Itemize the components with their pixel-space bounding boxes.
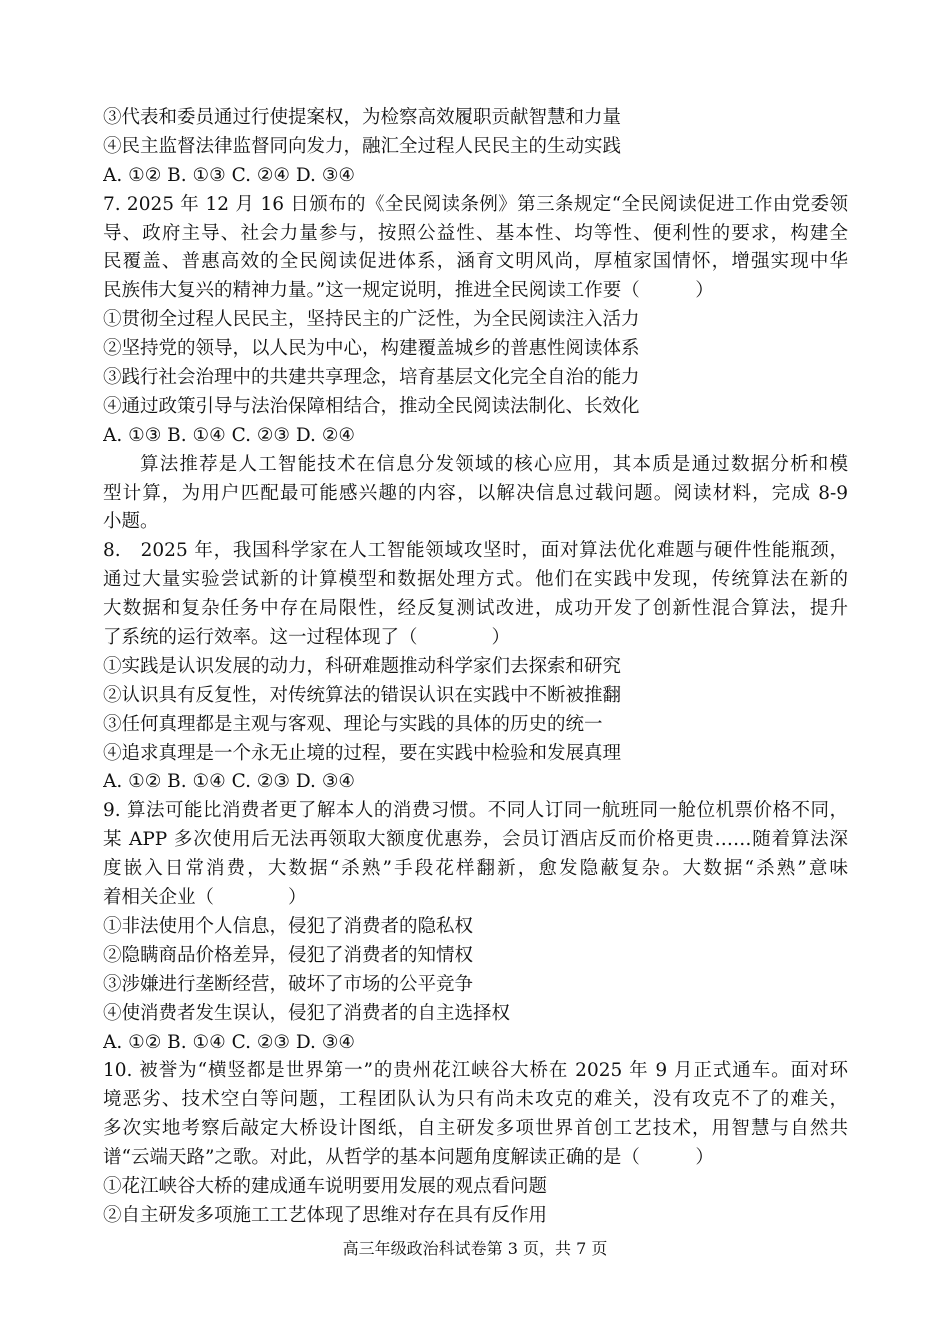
q7-option-3: ③践行社会治理中的共建共享理念，培育基层文化完全自治的能力 — [103, 367, 640, 389]
material-intro-line-2: 型计算，为用户匹配最可能感兴趣的内容，以解决信息过载问题。阅读材料，完成 8-9 — [103, 482, 848, 504]
q10-stem-line-4: 谱“云端天路”之歌。对此，从哲学的基本问题角度解读正确的是（ ） — [103, 1147, 714, 1169]
q6-option-4: ④民主监督法律监督同向发力，融汇全过程人民民主的生动实践 — [103, 135, 622, 157]
q8-option-2: ②认识具有反复性，对传统算法的错误认识在实践中不断被推翻 — [103, 684, 622, 706]
q7-answer-choices: A. ①③ B. ①④ C. ②③ D. ②④ — [103, 424, 355, 446]
q6-answer-choices: A. ①② B. ①③ C. ②④ D. ③④ — [103, 164, 355, 186]
q7-option-2: ②坚持党的领导，以人民为中心，构建覆盖城乡的普惠性阅读体系 — [103, 338, 640, 360]
q8-answer-choices: A. ①② B. ①④ C. ②③ D. ③④ — [103, 771, 355, 793]
q8-stem-line-2: 通过大量实验尝试新的计算模型和数据处理方式。他们在实践中发现，传统算法在新的 — [103, 569, 848, 591]
q9-stem-line-3: 度嵌入日常消费，大数据“杀熟”手段花样翻新，愈发隐蔽复杂。大数据“杀熟”意味 — [103, 858, 848, 880]
q6-option-3: ③代表和委员通过行使提案权，为检察高效履职贡献智慧和力量 — [103, 107, 622, 128]
q8-option-4: ④追求真理是一个永无止境的过程，要在实践中检验和发展真理 — [103, 742, 622, 764]
q7-stem-line-2: 导、政府主导、社会力量参与，按照公益性、基本性、均等性、便利性的要求，构建全 — [103, 222, 848, 244]
q7-stem-line-3: 民覆盖、普惠高效的全民阅读促进体系，涵育文明风尚，厚植家国情怀，增强实现中华 — [103, 251, 848, 273]
q10-option-2: ②自主研发多项施工工艺体现了思维对存在具有反作用 — [103, 1204, 548, 1226]
q9-stem-line-2: 某 APP 多次使用后无法再领取大额度优惠券，会员订酒店反而价格更贵……随着算法深 — [103, 829, 848, 851]
material-intro-line-1: 算法推荐是人工智能技术在信息分发领域的核心应用，其本质是通过数据分析和模 — [140, 453, 848, 475]
q10-option-1: ①花江峡谷大桥的建成通车说明要用发展的观点看问题 — [103, 1175, 548, 1197]
q9-answer-choices: A. ①② B. ①④ C. ②③ D. ③④ — [103, 1031, 355, 1053]
page-footer: 高三年级政治科试卷第 3 页，共 7 页 — [342, 1239, 608, 1258]
q9-option-3: ③涉嫌进行垄断经营，破坏了市场的公平竞争 — [103, 973, 474, 995]
q7-stem-line-4: 民族伟大复兴的精神力量。”这一规定说明，推进全民阅读工作要（ ） — [103, 280, 714, 302]
q7-stem-line-1: 7. 2025 年 12 月 16 日颁布的《全民阅读条例》第三条规定“全民阅读促进工作由党委领 — [103, 193, 848, 215]
q8-option-3: ③任何真理都是主观与客观、理论与实践的具体的历史的统一 — [103, 713, 603, 735]
q9-option-2: ②隐瞒商品价格差异，侵犯了消费者的知情权 — [103, 944, 474, 966]
q7-option-1: ①贯彻全过程人民民主，坚持民主的广泛性，为全民阅读注入活力 — [103, 309, 640, 331]
q9-stem-line-1: 9. 算法可能比消费者更了解本人的消费习惯。不同人订同一航班同一舱位机票价格不同， — [103, 800, 848, 822]
q10-stem-line-3: 多次实地考察后敲定大桥设计图纸，自主研发多项世界首创工艺技术，用智慧与自然共 — [103, 1118, 848, 1140]
q8-stem-line-4: 了系统的运行效率。这一过程体现了（ ） — [103, 627, 511, 649]
q8-option-1: ①实践是认识发展的动力，科研难题推动科学家们去探索和研究 — [103, 655, 622, 677]
q9-stem-line-4: 着相关企业（ ） — [103, 887, 307, 909]
q9-option-1: ①非法使用个人信息，侵犯了消费者的隐私权 — [103, 915, 474, 937]
q7-option-4: ④通过政策引导与法治保障相结合，推动全民阅读法制化、长效化 — [103, 395, 640, 417]
material-intro-line-3: 小题。 — [103, 511, 159, 533]
q10-stem-line-2: 境恶劣、技术空白等问题，工程团队认为只有尚未攻克的难关，没有攻克不了的难关， — [103, 1089, 848, 1111]
q8-stem-line-3: 大数据和复杂任务中存在局限性，经反复测试改进，成功开发了创新性混合算法，提升 — [103, 598, 848, 620]
q8-stem-line-1: 8. 2025 年，我国科学家在人工智能领域攻坚时，面对算法优化难题与硬件性能瓶颈， — [103, 540, 848, 562]
q10-stem-line-1: 10. 被誉为“横竖都是世界第一”的贵州花江峡谷大桥在 2025 年 9 月正式通车。面对环 — [103, 1060, 848, 1082]
page-body — [103, 104, 848, 1231]
q9-option-4: ④使消费者发生误认，侵犯了消费者的自主选择权 — [103, 1002, 511, 1024]
